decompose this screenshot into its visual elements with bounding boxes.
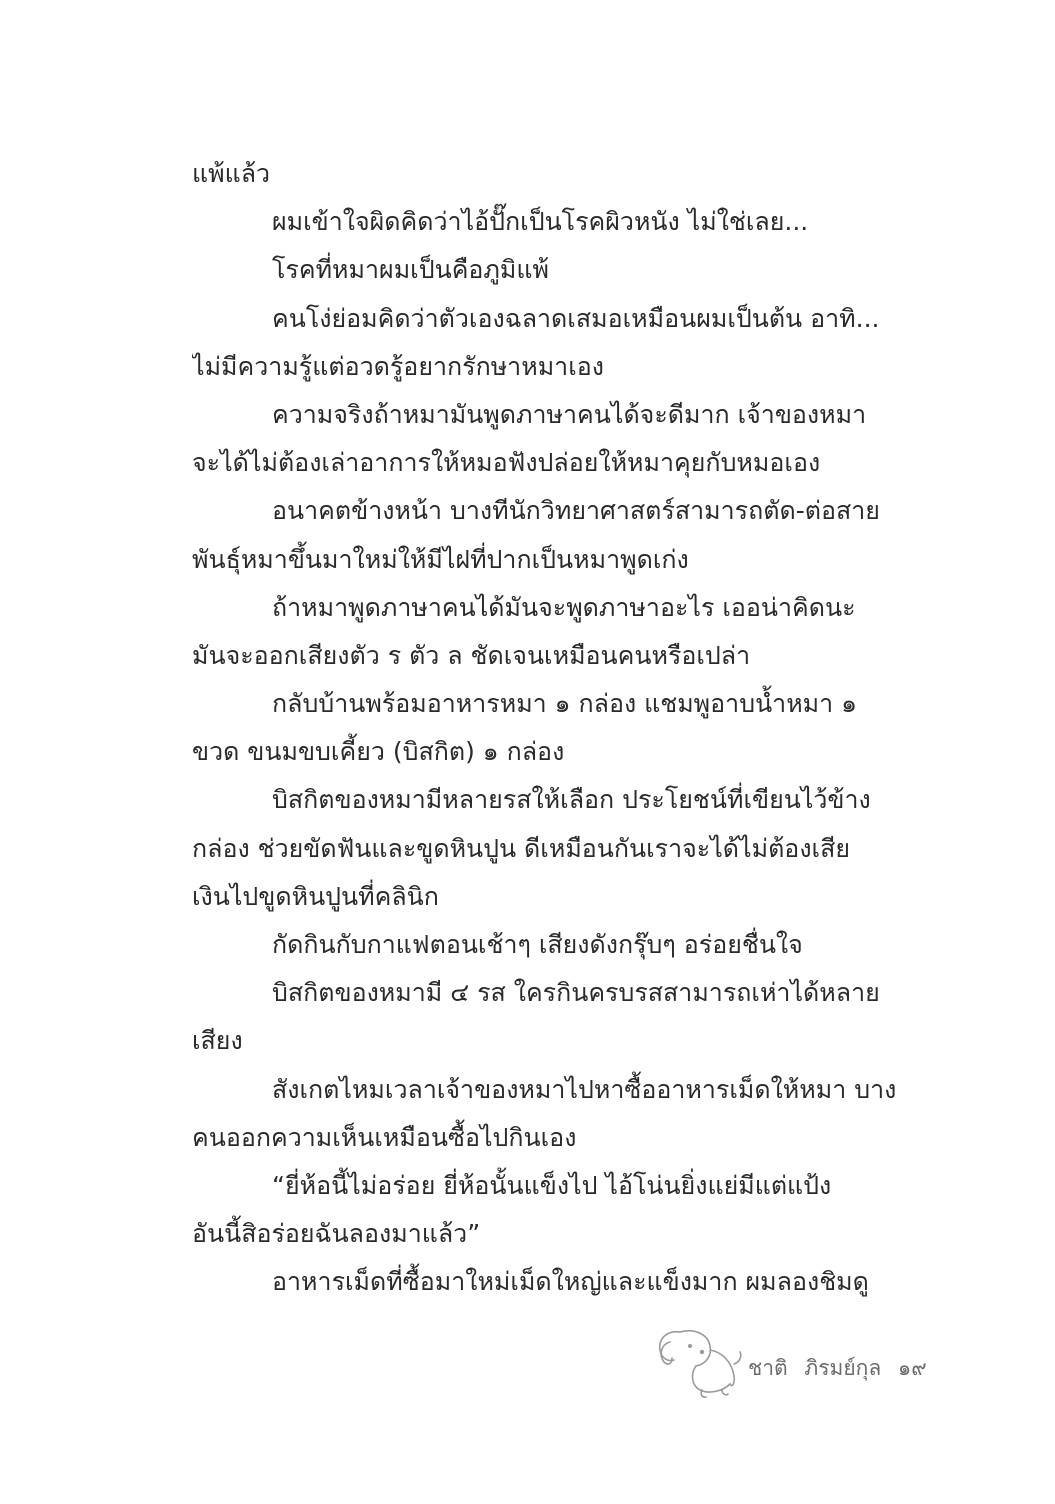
author-first-name: ชาติ [748, 1356, 788, 1380]
author-last-name: ภิรมย์กุล [804, 1356, 882, 1380]
text-line: ความจริงถ้าหมามันพูดภาษาคนได้จะดีมาก เจ้าของหมา [272, 399, 867, 429]
text-line: ไม่มีความรู้แต่อวดรู้อยากรักษาหมาเอง [192, 351, 604, 381]
text-line: เงินไปขูดหินปูนที่คลินิก [192, 881, 439, 911]
text-line: บิสกิตของหมามี ๔ รส ใครกินครบรสสามารถเห่าได้หลาย [272, 978, 880, 1008]
text-line: อนาคตข้างหน้า บางทีนักวิทยาศาสตร์สามารถตัด-ต่อสาย [272, 496, 880, 526]
text-line: “ยี่ห้อนี้ไม่อร่อย ยี่ห้อนั้นแข็งไป ไอ้โน่นยิ่งแย่มีแต่แป้ง [272, 1170, 832, 1200]
body-text [192, 150, 904, 1307]
text-line: แพ้แล้ว [192, 159, 271, 188]
text-line: คนโง่ย่อมคิดว่าตัวเองฉลาดเสมอเหมือนผมเป็นต้น อาทิ... [272, 303, 880, 333]
dog-icon [650, 1324, 746, 1400]
text-line: อาหารเม็ดที่ซื้อมาใหม่เม็ดใหญ่และแข็งมาก ผมลองชิมดู [272, 1267, 869, 1297]
text-line: พันธุ์หมาขึ้นมาใหม่ให้มีไฝที่ปากเป็นหมาพูดเก่ง [192, 544, 689, 574]
text-line: ถ้าหมาพูดภาษาคนได้มันจะพูดภาษาอะไร เออน่าคิดนะ [272, 592, 856, 622]
text-line: เสียง [192, 1026, 243, 1056]
text-line: สังเกตไหมเวลาเจ้าของหมาไปหาซื้ออาหารเม็ดให้หมา บาง [272, 1074, 897, 1104]
text-line: โรคที่หมาผมเป็นคือภูมิแพ้ [272, 255, 549, 285]
text-line: อันนี้สิอร่อยฉันลองมาแล้ว” [192, 1219, 481, 1249]
text-line: ผมเข้าใจผิดคิดว่าไอ้ปั๊กเป็นโรคผิวหนัง ไม่ใช่เลย... [272, 207, 809, 237]
text-line: กัดกินกับกาแฟตอนเช้าๆ เสียงดังกรุ๊บๆ อร่อยชื่นใจ [272, 930, 803, 959]
text-line: มันจะออกเสียงตัว ร ตัว ล ชัดเจนเหมือนคนหรือเปล่า [192, 640, 751, 670]
footer-text [748, 1352, 937, 1385]
text-line: จะได้ไม่ต้องเล่าอาการให้หมอฟังปล่อยให้หมาคุยกับหมอเอง [192, 448, 821, 478]
page-footer [650, 1324, 927, 1404]
text-line: กล่อง ช่วยขัดฟันและขูดหินปูน ดีเหมือนกันเราจะได้ไม่ต้องเสีย [192, 833, 850, 863]
text-line: ขวด ขนมขบเคี้ยว (บิสกิต) ๑ กล่อง [192, 737, 565, 767]
page-number: ๑๙ [897, 1356, 927, 1380]
text-line: คนออกความเห็นเหมือนซื้อไปกินเอง [192, 1122, 577, 1152]
text-line: บิสกิตของหมามีหลายรสให้เลือก ประโยชน์ที่เขียนไว้ข้าง [272, 785, 871, 815]
text-line: กลับบ้านพร้อมอาหารหมา ๑ กล่อง แชมพูอาบน้ำหมา ๑ [272, 689, 858, 719]
